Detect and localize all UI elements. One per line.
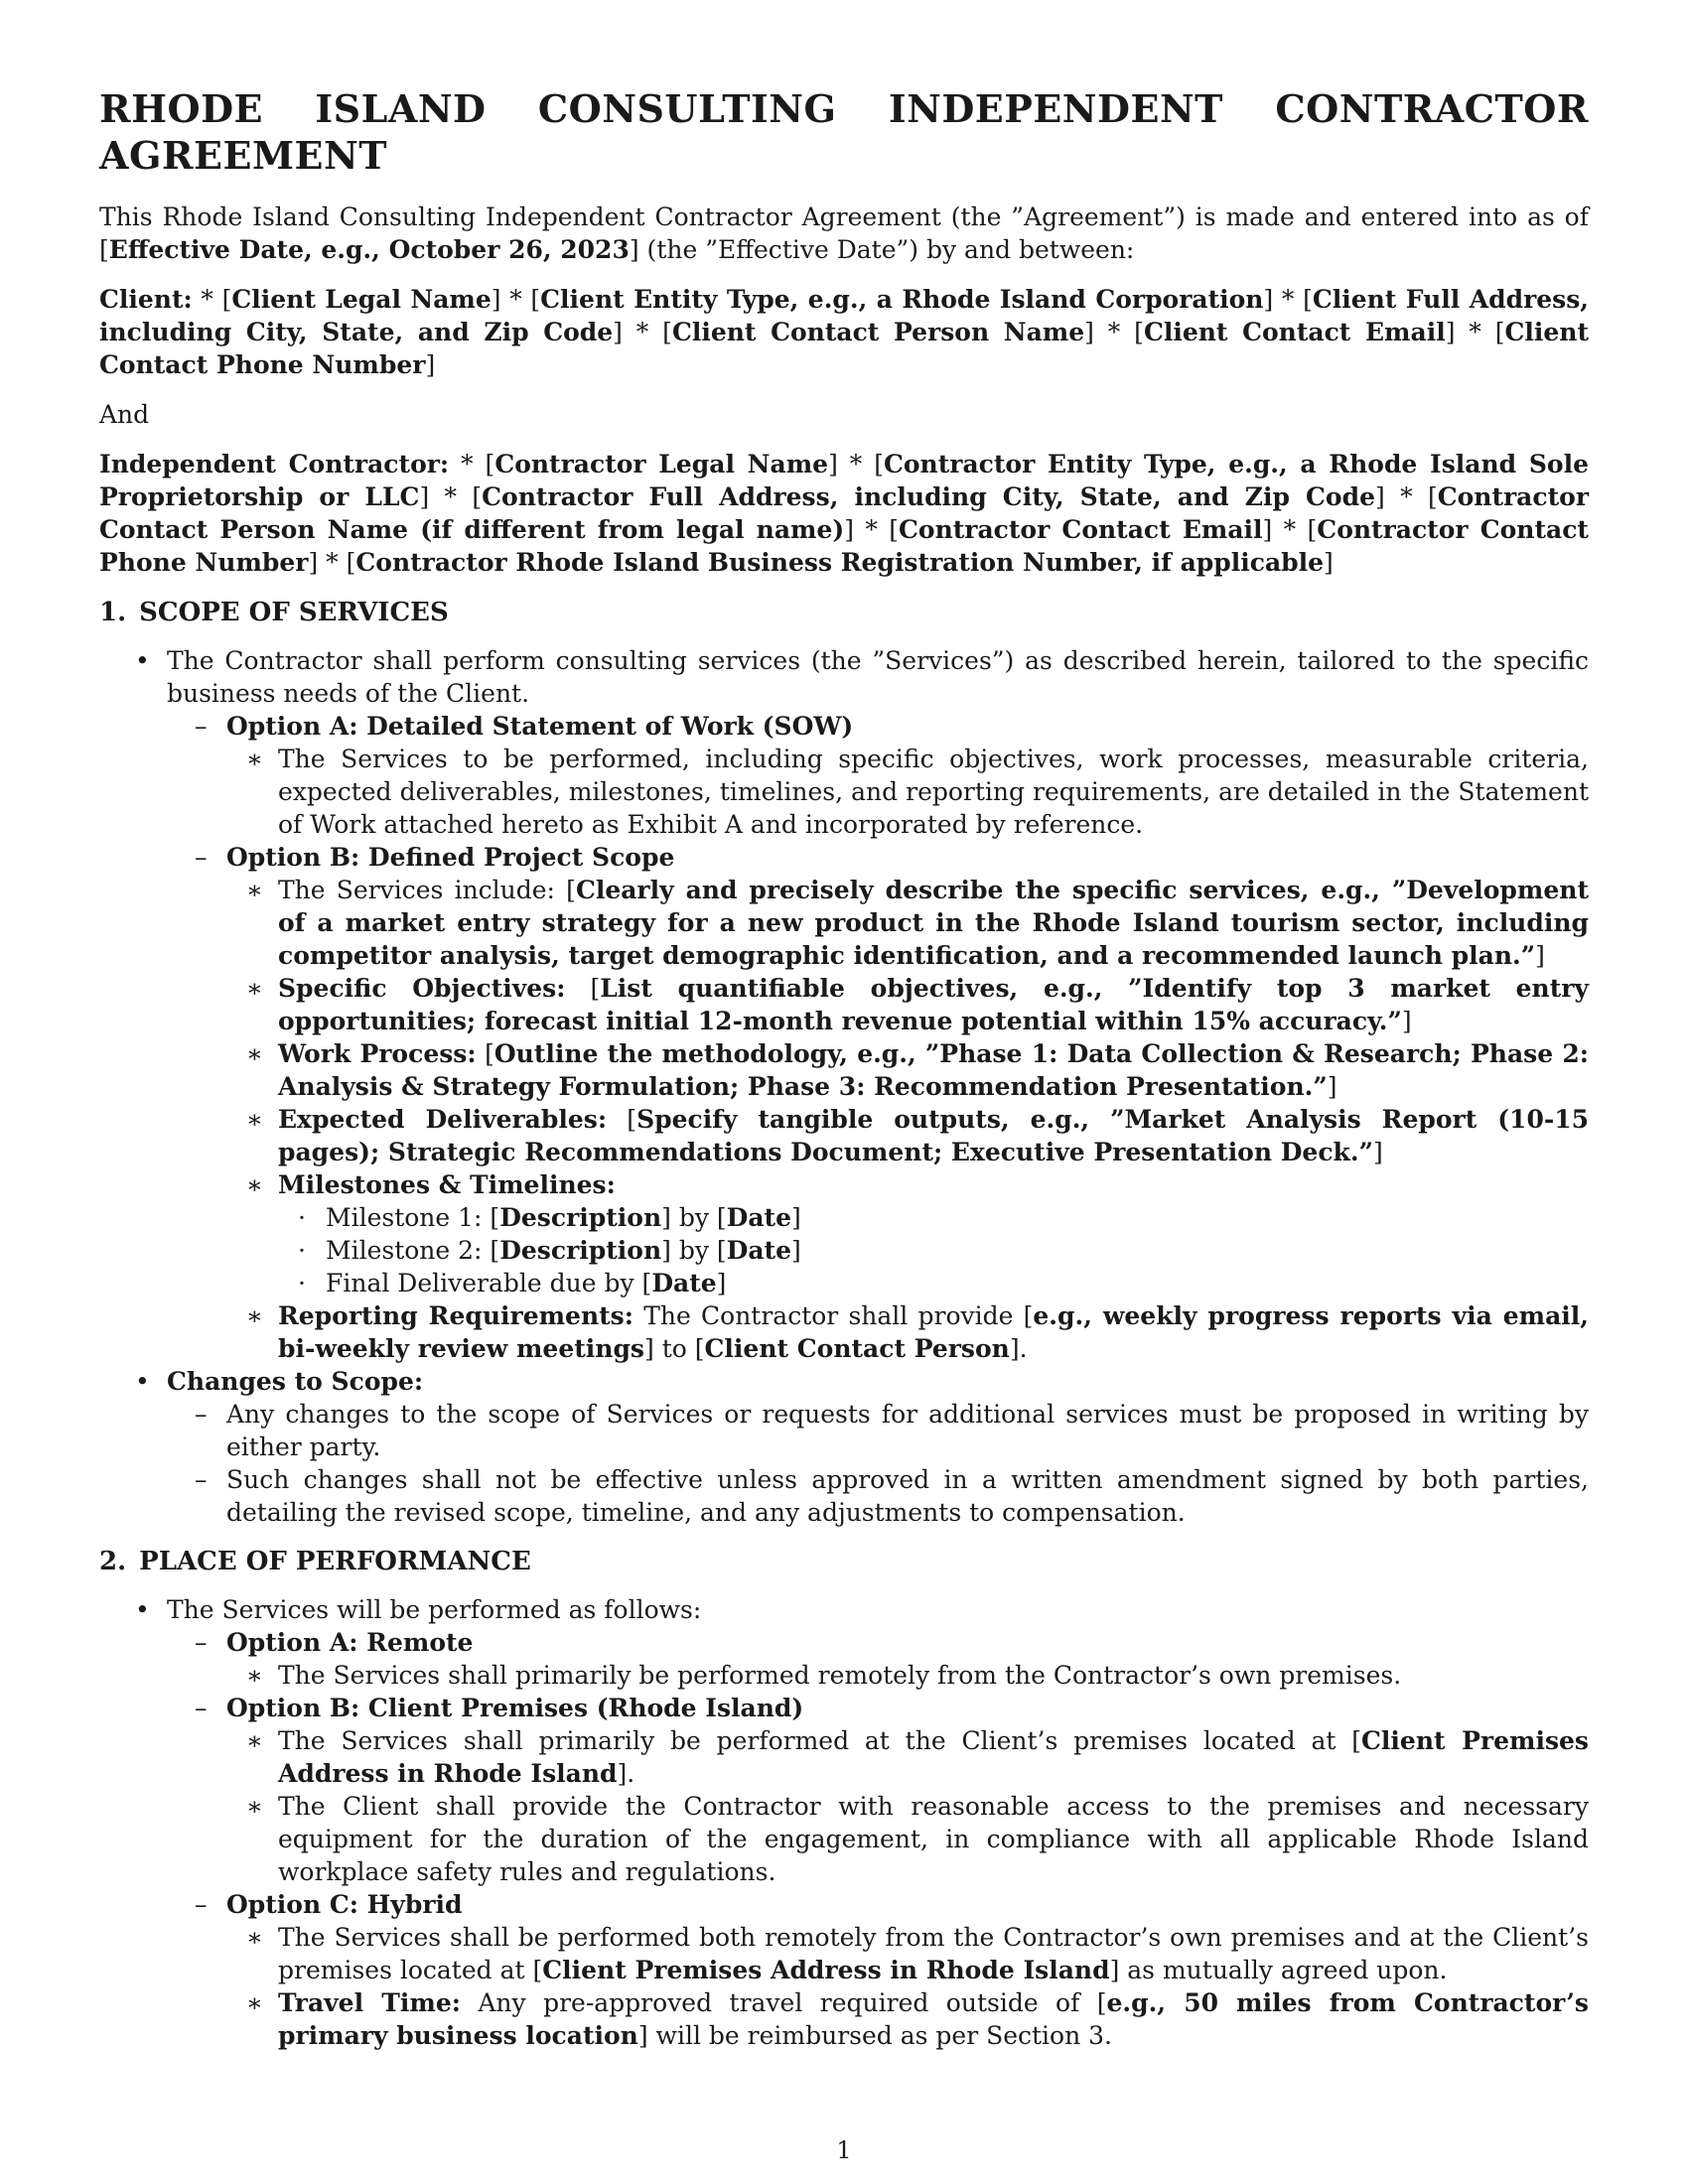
effective-date-placeholder: Effective Date, e.g., October 26, 2023 bbox=[108, 235, 630, 264]
text: ]. bbox=[617, 1759, 635, 1788]
intro-paragraph bbox=[99, 201, 1589, 266]
text: The Services shall primarily be performed remotely from the Contractor’s own premises. bbox=[278, 1661, 1402, 1690]
list-item bbox=[99, 1692, 1589, 1888]
placeholder: e.g., 50 miles from Contractor’s primary business location bbox=[278, 1988, 1589, 2050]
text: ] bbox=[791, 1203, 801, 1232]
text: The Contractor shall perform consulting services (the ”Services”) as described herein, tailored to the specific business needs of the Client. bbox=[167, 646, 1589, 708]
bracket-open: [ bbox=[590, 974, 601, 1003]
contractor-label: Independent Contractor: bbox=[99, 450, 450, 478]
list-item bbox=[99, 1463, 1589, 1529]
contractor-contact-name: Contractor Contact Person Name (if different from legal name) bbox=[99, 482, 1589, 544]
placeholder: Date bbox=[726, 1203, 791, 1232]
option-c-hybrid-label: Option C: Hybrid bbox=[226, 1890, 463, 1919]
changes-to-scope-label: Changes to Scope: bbox=[167, 1367, 424, 1396]
star-icon: ∗ bbox=[246, 1988, 263, 2017]
list-item bbox=[99, 1398, 1589, 1463]
star-icon: ∗ bbox=[246, 1039, 263, 1068]
star-icon: ∗ bbox=[246, 1726, 263, 1755]
text: ] bbox=[716, 1269, 727, 1297]
placeholder: Date bbox=[726, 1236, 791, 1265]
text: Such changes shall not be effective unless approved in a written amendment signed by both parties, detailing the revised scope, timeline, and any adjustments to compensation. bbox=[226, 1465, 1589, 1527]
option-a-remote-label: Option A: Remote bbox=[226, 1628, 474, 1657]
label: Expected Deliverables: bbox=[278, 1105, 608, 1134]
client-entity-type: Client Entity Type, e.g., a Rhode Island Corporation bbox=[540, 285, 1264, 314]
star-icon: ∗ bbox=[246, 1923, 263, 1952]
list bbox=[226, 743, 1589, 841]
text: The Services to be performed, including specific objectives, work processes, measurable criteria, expected deliverables, milestones, timelines, and reporting requirements, are detailed in the Statement of Work attached hereto as Exhibit A and incorporated by reference. bbox=[278, 745, 1589, 839]
label: Work Process: bbox=[278, 1039, 477, 1068]
list-item bbox=[99, 1037, 1589, 1103]
placeholder: Client Premises Address in Rhode Island bbox=[542, 1956, 1110, 1984]
list bbox=[226, 1724, 1589, 1888]
star-icon: ∗ bbox=[246, 1661, 263, 1690]
dash-icon: – bbox=[195, 1465, 208, 1494]
sep: ] * [ bbox=[1084, 318, 1144, 346]
dash-icon: – bbox=[195, 712, 208, 741]
intro-text: This Rhode Island Consulting Independent Contractor Agreement (the ”Agreement”) is made and entered into as of [ bbox=[99, 203, 1589, 264]
bullet-icon: • bbox=[135, 1595, 150, 1624]
dash-icon: – bbox=[195, 1694, 208, 1722]
client-address: Client Full Address, including City, State, and Zip Code bbox=[99, 285, 1590, 346]
bullet-icon: • bbox=[135, 646, 150, 675]
star-icon: ∗ bbox=[246, 974, 263, 1003]
client-block bbox=[99, 283, 1589, 381]
list-item bbox=[99, 1626, 1589, 1692]
contractor-entity-type: Contractor Entity Type, e.g., a Rhode Island Sole Proprietorship or LLC bbox=[99, 450, 1589, 511]
placeholder: Date bbox=[651, 1269, 717, 1297]
label: Specific Objectives: bbox=[278, 974, 566, 1003]
client-legal-name: Client Legal Name bbox=[231, 285, 492, 314]
list-item bbox=[99, 874, 1589, 972]
text: Milestone 2: [ bbox=[326, 1236, 500, 1265]
list-item bbox=[99, 1659, 1589, 1692]
list-item bbox=[99, 841, 1589, 1365]
list-item bbox=[99, 1365, 1589, 1529]
page-number: 1 bbox=[836, 2136, 852, 2164]
and-text: And bbox=[99, 400, 150, 429]
star-icon: ∗ bbox=[246, 1170, 263, 1199]
star-icon: ∗ bbox=[246, 1792, 263, 1821]
list bbox=[167, 710, 1589, 1365]
text: ] to [ bbox=[644, 1334, 705, 1363]
bracket-close: ] bbox=[1327, 1072, 1337, 1101]
sep: ] * [ bbox=[613, 318, 672, 346]
sep: ] * [ bbox=[491, 285, 541, 314]
placeholder: Outline the methodology, e.g., ”Phase 1: Data Collection & Research; Phase 2: Analysis & Strategy Formulation; Phase 3: Recommendation Presentation.” bbox=[278, 1039, 1589, 1101]
dot-icon: · bbox=[298, 1269, 306, 1297]
client-contact-email: Client Contact Email bbox=[1143, 318, 1446, 346]
placeholder: Clearly and precisely describe the specific services, e.g., ”Development of a market entry strategy for a new product in the Rhode Island tourism sector, including competitor analysis, target demographic identification, and a recommended launch plan.” bbox=[278, 876, 1589, 970]
sep: ] * [ bbox=[1375, 482, 1438, 511]
list-item bbox=[99, 710, 1589, 841]
list bbox=[167, 1398, 1589, 1529]
sep: ] bbox=[425, 350, 436, 379]
sep: ] * [ bbox=[419, 482, 483, 511]
list-item bbox=[99, 1267, 1589, 1299]
text: The Services shall be performed both remotely from the Contractor’s own premises and at the Client’s premises located at [ bbox=[278, 1923, 1589, 1984]
document-title: RHODE ISLAND CONSULTING INDEPENDENT CONTRACTOR AGREEMENT bbox=[99, 86, 1589, 178]
contractor-block bbox=[99, 448, 1589, 579]
text: Any changes to the scope of Services or requests for additional services must be proposed in writing by either party. bbox=[226, 1400, 1589, 1461]
placeholder: Client Premises Address in Rhode Island bbox=[278, 1726, 1590, 1788]
star-icon: ∗ bbox=[246, 745, 263, 773]
option-b-client-premises-label: Option B: Client Premises (Rhode Island) bbox=[226, 1694, 804, 1722]
list bbox=[278, 1201, 1589, 1299]
client-contact-name: Client Contact Person Name bbox=[671, 318, 1085, 346]
intro-text-end: ] (the ”Effective Date”) by and between: bbox=[629, 235, 1135, 264]
document-page bbox=[99, 85, 1589, 2052]
bullet-icon: • bbox=[135, 1367, 150, 1396]
section-1-heading: 1. SCOPE OF SERVICES bbox=[99, 598, 449, 627]
text: Milestone 1: [ bbox=[326, 1203, 500, 1232]
list bbox=[226, 874, 1589, 1365]
placeholder: Client Contact Person bbox=[704, 1334, 1010, 1363]
section-2-list bbox=[99, 1593, 1589, 2052]
sep: * [ bbox=[192, 285, 232, 314]
text: The Services shall primarily be performed at the Client’s premises located at [ bbox=[278, 1726, 1362, 1755]
dash-icon: – bbox=[195, 843, 208, 872]
text: Final Deliverable due by [ bbox=[326, 1269, 652, 1297]
section-2-heading: 2. PLACE OF PERFORMANCE bbox=[99, 1547, 531, 1576]
dash-icon: – bbox=[195, 1628, 208, 1657]
text: ] bbox=[791, 1236, 801, 1265]
bracket-close: ] bbox=[1401, 1007, 1412, 1035]
list-item bbox=[99, 1234, 1589, 1267]
option-a-label: Option A: Detailed Statement of Work (SOW) bbox=[226, 712, 854, 741]
list-item bbox=[99, 644, 1589, 1365]
placeholder: List quantifiable objectives, e.g., ”Identify top 3 market entry opportunities; forecast initial 12-month revenue potential within 15% accuracy.” bbox=[278, 974, 1589, 1035]
dot-icon: · bbox=[298, 1203, 306, 1232]
label: Reporting Requirements: bbox=[278, 1301, 633, 1330]
sep: ] * [ bbox=[1445, 318, 1505, 346]
sep: * [ bbox=[449, 450, 495, 478]
text: ] will be reimbursed as per Section 3. bbox=[637, 2021, 1113, 2050]
star-icon: ∗ bbox=[246, 1301, 263, 1330]
list-item bbox=[99, 743, 1589, 841]
list-item bbox=[99, 1168, 1589, 1299]
star-icon: ∗ bbox=[246, 1105, 263, 1134]
list-item bbox=[99, 1201, 1589, 1234]
dash-icon: – bbox=[195, 1400, 208, 1429]
star-icon: ∗ bbox=[246, 876, 263, 904]
list-item bbox=[99, 1724, 1589, 1790]
placeholder: Description bbox=[499, 1236, 662, 1265]
sep: ] * [ bbox=[308, 548, 356, 577]
text: The Services include: [ bbox=[278, 876, 576, 904]
text: The Contractor shall provide [ bbox=[633, 1301, 1034, 1330]
text: Any pre-approved travel required outside of [ bbox=[460, 1988, 1107, 2017]
dash-icon: – bbox=[195, 1890, 208, 1919]
sep: ] * [ bbox=[828, 450, 884, 478]
placeholder: e.g., weekly progress reports via email, bi-weekly review meetings bbox=[278, 1301, 1589, 1363]
list bbox=[167, 1626, 1589, 2052]
list-item bbox=[99, 1299, 1589, 1365]
sep: ] * [ bbox=[1263, 285, 1313, 314]
contractor-legal-name: Contractor Legal Name bbox=[494, 450, 829, 478]
option-b-label: Option B: Defined Project Scope bbox=[226, 843, 675, 872]
sep: ] * [ bbox=[1262, 515, 1318, 544]
list-item bbox=[99, 1986, 1589, 2052]
text: ] by [ bbox=[661, 1203, 727, 1232]
text: ] as mutually agreed upon. bbox=[1109, 1956, 1448, 1984]
label: Travel Time: bbox=[278, 1988, 461, 2017]
bracket-open: [ bbox=[485, 1039, 494, 1068]
text: The Services will be performed as follows: bbox=[167, 1595, 702, 1624]
list-item bbox=[99, 1921, 1589, 1986]
bracket-close: ] bbox=[1372, 1138, 1383, 1166]
list bbox=[226, 1921, 1589, 2052]
contractor-address: Contractor Full Address, including City, State, and Zip Code bbox=[482, 482, 1375, 511]
text: The Client shall provide the Contractor with reasonable access to the premises and necessary equipment for the duration of the engagement, in compliance with all applicable Rhode Island workplace safety rules and regulations. bbox=[278, 1792, 1589, 1886]
placeholder: Description bbox=[499, 1203, 662, 1232]
sep: ] * [ bbox=[844, 515, 899, 544]
list-item bbox=[99, 1593, 1589, 2052]
placeholder: Specify tangible outputs, e.g., ”Market Analysis Report (10-15 pages); Strategic Recommendations Document; Executive Presentation Deck.” bbox=[278, 1105, 1590, 1166]
list-item bbox=[99, 972, 1589, 1037]
dot-icon: · bbox=[298, 1236, 306, 1265]
list-item bbox=[99, 1103, 1589, 1168]
contractor-contact-phone: Contractor Contact Phone Number bbox=[99, 515, 1589, 577]
bracket-open: [ bbox=[627, 1105, 637, 1134]
list-item bbox=[99, 1790, 1589, 1888]
contractor-contact-email: Contractor Contact Email bbox=[899, 515, 1263, 544]
contractor-registration-number: Contractor Rhode Island Business Registration Number, if applicable bbox=[355, 548, 1325, 577]
list-item bbox=[99, 1888, 1589, 2052]
client-label: Client: bbox=[99, 285, 193, 314]
text: ] bbox=[1535, 941, 1545, 970]
text: ] by [ bbox=[661, 1236, 727, 1265]
section-1-list bbox=[99, 644, 1589, 1529]
client-contact-phone: Client Contact Phone Number bbox=[99, 318, 1589, 379]
text: ]. bbox=[1009, 1334, 1028, 1363]
label: Milestones & Timelines: bbox=[278, 1170, 616, 1199]
list bbox=[226, 1659, 1589, 1692]
sep: ] bbox=[1324, 548, 1334, 577]
